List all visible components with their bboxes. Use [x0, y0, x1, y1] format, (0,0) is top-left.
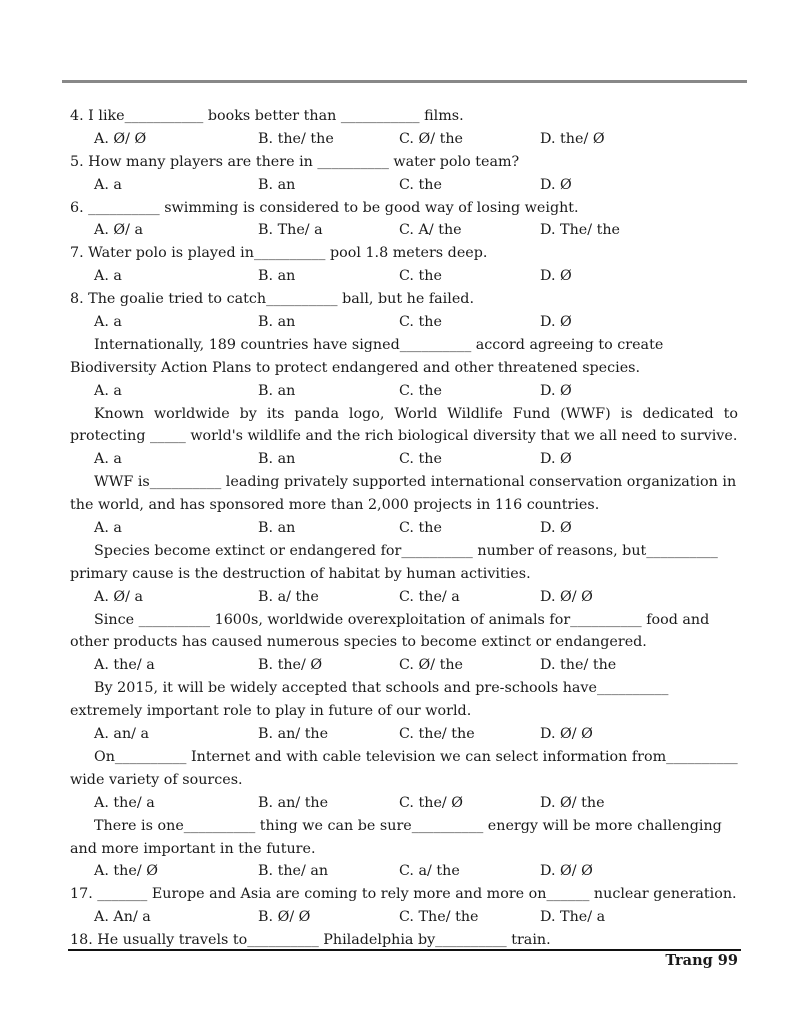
answer-option-a: A. Ø/ Ø [94, 130, 147, 147]
answer-option-d: D. Ø/ Ø [540, 588, 593, 605]
question-text-line: wide variety of sources. [70, 771, 243, 788]
answer-option-c: C. the [399, 314, 442, 331]
answer-option-c: C. A/ the [399, 222, 462, 239]
answer-option-d: D. The/ the [540, 222, 621, 239]
answer-options-row [70, 311, 738, 334]
answer-option-b: B. an [258, 268, 296, 285]
header-rule [62, 80, 747, 83]
answer-options-row [70, 860, 738, 883]
question-text-line: 18. He usually travels to__________ Philadelphia by__________ train. [70, 932, 551, 949]
question-text-line: 8. The goalie tried to catch__________ ball, but he failed. [70, 291, 474, 308]
answer-option-b: B. a/ the [258, 588, 319, 605]
question-text-line: Internationally, 189 countries have signed__________ accord agreeing to create [94, 336, 664, 353]
question-text-line: the world, and has sponsored more than 2,000 projects in 116 countries. [70, 497, 600, 514]
answer-option-a: A. a [94, 268, 122, 285]
answer-option-d: D. Ø [540, 451, 572, 468]
answer-option-a: A. An/ a [94, 909, 151, 926]
answer-option-a: A. a [94, 520, 122, 537]
answer-option-c: C. the [399, 268, 442, 285]
answer-option-b: B. an [258, 520, 296, 537]
answer-option-c: C. a/ the [399, 863, 460, 880]
answer-options-row [70, 128, 738, 151]
question-text-line: WWF is__________ leading privately supported international conservation organization in [94, 474, 737, 491]
question-text-line: 6. __________ swimming is considered to be good way of losing weight. [70, 199, 579, 216]
answer-options-row [70, 448, 738, 471]
question-text-line: 7. Water polo is played in__________ pool 1.8 meters deep. [70, 245, 488, 262]
answer-option-d: D. Ø/ Ø [540, 726, 593, 743]
answer-option-a: A. Ø/ a [94, 222, 144, 239]
answer-option-c: C. the/ a [399, 588, 460, 605]
answer-options-row [70, 586, 738, 609]
answer-option-b: B. an/ the [258, 726, 329, 743]
answer-option-a: A. a [94, 382, 122, 399]
answer-option-a: A. the/ a [94, 794, 155, 811]
question-text-line: 5. How many players are there in __________ water polo team? [70, 153, 520, 170]
question-text-line: Species become extinct or endangered for__________ number of reasons, but__________ [94, 542, 718, 559]
answer-option-c: C. Ø/ the [399, 130, 464, 147]
answer-option-d: D. Ø [540, 176, 572, 193]
answer-option-c: C. the [399, 176, 442, 193]
answer-options-row [70, 174, 738, 197]
question-text-line: Known worldwide by its panda logo, World Wildlife Fund (WWF) is dedicated to [94, 405, 738, 422]
answer-option-b: B. The/ a [258, 222, 323, 239]
answer-option-a: A. a [94, 451, 122, 468]
question-text-line: other products has caused numerous species to become extinct or endangered. [70, 634, 647, 651]
answer-options-row [70, 219, 738, 242]
answer-option-d: D. Ø/ the [540, 794, 605, 811]
answer-options-row [70, 517, 738, 540]
answer-option-c: C. the [399, 520, 442, 537]
answer-option-b: B. the/ Ø [258, 657, 323, 674]
question-text-line: 17. _______ Europe and Asia are coming to rely more and more on______ nuclear generation. [70, 886, 737, 903]
question-text-line: extremely important role to play in future of our world. [70, 703, 472, 720]
answer-option-b: B. the/ an [258, 863, 329, 880]
answer-option-c: C. The/ the [399, 909, 479, 926]
answer-option-b: B. an [258, 176, 296, 193]
footer-rule [68, 949, 741, 951]
answer-option-c: C. Ø/ the [399, 657, 464, 674]
answer-option-d: D. The/ a [540, 909, 606, 926]
answer-option-c: C. the/ the [399, 726, 475, 743]
answer-option-c: C. the [399, 382, 442, 399]
question-text-line: On__________ Internet and with cable television we can select information from__________ [94, 748, 738, 765]
answer-options-row [70, 906, 738, 929]
answer-options-row [70, 380, 738, 403]
answer-option-d: D. the/ Ø [540, 130, 605, 147]
answer-option-a: A. an/ a [94, 726, 150, 743]
answer-option-b: B. an [258, 314, 296, 331]
answer-option-d: D. Ø/ Ø [540, 863, 593, 880]
question-text-line: protecting _____ world's wildlife and the rich biological diversity that we all need to survive. [70, 428, 738, 445]
answer-option-d: D. Ø [540, 314, 572, 331]
answer-option-c: C. the [399, 451, 442, 468]
question-text-line: Biodiversity Action Plans to protect endangered and other threatened species. [70, 359, 641, 376]
answer-option-a: A. Ø/ a [94, 588, 144, 605]
question-text-line: There is one__________ thing we can be sure__________ energy will be more challenging [94, 817, 722, 834]
exercise-content [70, 105, 738, 952]
answer-option-d: D. the/ the [540, 657, 617, 674]
answer-option-d: D. Ø [540, 268, 572, 285]
question-text-line: 4. I like___________ books better than ___________ films. [70, 108, 464, 124]
answer-options-row [70, 265, 738, 288]
question-text-line: By 2015, it will be widely accepted that schools and pre-schools have__________ [94, 680, 669, 697]
answer-option-d: D. Ø [540, 382, 572, 399]
answer-option-a: A. the/ a [94, 657, 155, 674]
answer-option-b: B. an [258, 382, 296, 399]
answer-option-b: B. the/ the [258, 130, 334, 147]
answer-option-a: A. a [94, 176, 122, 193]
question-text-line: primary cause is the destruction of habitat by human activities. [70, 565, 531, 582]
answer-option-b: B. an [258, 451, 296, 468]
answer-option-b: B. Ø/ Ø [258, 909, 311, 926]
answer-option-a: A. the/ Ø [94, 863, 158, 880]
answer-option-a: A. a [94, 314, 122, 331]
answer-options-row [70, 654, 738, 677]
answer-options-row [70, 723, 738, 746]
answer-option-b: B. an/ the [258, 794, 329, 811]
answer-options-row [70, 792, 738, 815]
question-text-line: Since __________ 1600s, worldwide overexploitation of animals for__________ food and [94, 611, 710, 628]
question-text-line: and more important in the future. [70, 840, 316, 857]
page-number: Trang 99 [665, 952, 738, 969]
answer-option-c: C. the/ Ø [399, 794, 464, 811]
answer-option-d: D. Ø [540, 520, 572, 537]
